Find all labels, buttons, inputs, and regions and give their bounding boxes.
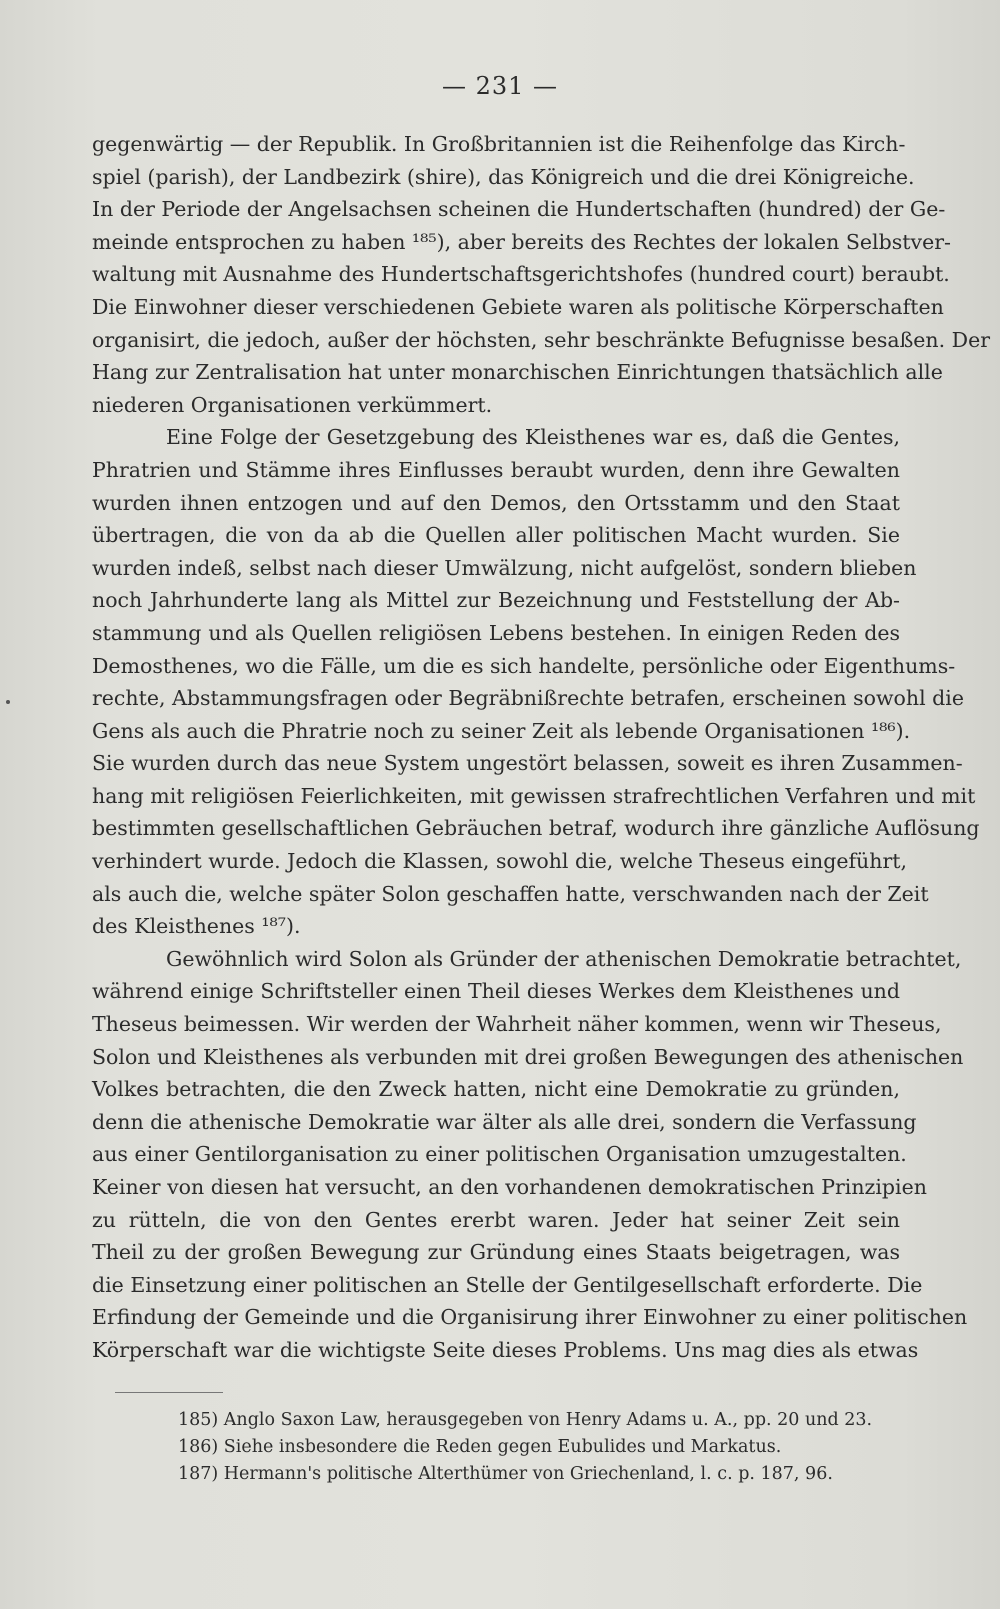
text-line: noch Jahrhunderte lang als Mittel zur Bezeichnung und Feststellung der Ab- bbox=[92, 588, 900, 613]
text-line: wurden ihnen entzogen und auf den Demos, den Ortsstamm und den Staat bbox=[92, 490, 900, 515]
text-line: zu rütteln, die von den Gentes ererbt waren. Jeder hat seiner Zeit sein bbox=[92, 1207, 900, 1232]
text-line: während einige Schriftsteller einen Theil dieses Werkes dem Kleisthenes und bbox=[92, 979, 900, 1004]
text-line: Solon und Kleisthenes als verbunden mit drei großen Bewegungen des athenischen bbox=[92, 1044, 964, 1069]
paragraph-1 bbox=[92, 128, 991, 421]
text-line: wurden indeß, selbst nach dieser Umwälzung, nicht aufgelöst, sondern blieben bbox=[92, 555, 917, 580]
text-line: stammung und als Quellen religiösen Lebens bestehen. In einigen Reden des bbox=[92, 620, 900, 645]
text-line: des Kleisthenes ¹⁸⁷). bbox=[92, 914, 301, 939]
text-line: Theseus beimessen. Wir werden der Wahrheit näher kommen, wenn wir Theseus, bbox=[92, 1012, 942, 1037]
text-line: organisirt, die jedoch, außer der höchsten, sehr beschränkte Befugnisse besaßen. Der bbox=[92, 327, 991, 352]
text-line: meinde entsprochen zu haben ¹⁸⁵), aber bereits des Rechtes der lokalen Selbstver- bbox=[92, 229, 951, 254]
margin-speck bbox=[6, 700, 10, 704]
text-line: waltung mit Ausnahme des Hundertschaftsgerichtshofes (hundred court) beraubt. bbox=[92, 262, 950, 287]
text-line: In der Periode der Angelsachsen scheinen die Hundertschaften (hundred) der Ge- bbox=[92, 197, 946, 222]
text-line: Volkes betrachten, die den Zweck hatten, nicht eine Demokratie zu gründen, bbox=[92, 1077, 900, 1102]
text-line: Demosthenes, wo die Fälle, um die es sich handelte, persönliche oder Eigenthums- bbox=[92, 653, 956, 678]
text-line: spiel (parish), der Landbezirk (shire), das Königreich und die drei Königreiche. bbox=[92, 164, 915, 189]
text-line: Sie wurden durch das neue System ungestört belassen, soweit es ihren Zusammen- bbox=[92, 751, 963, 776]
text-line: Keiner von diesen hat versucht, an den vorhandenen demokratischen Prinzipien bbox=[92, 1175, 927, 1199]
text-line: Gens als auch die Phratrie noch zu seiner Zeit als lebende Organisationen ¹⁸⁶). bbox=[92, 718, 911, 743]
text-line: denn die athenische Demokratie war älter als alle drei, sondern die Verfassung bbox=[92, 1109, 917, 1134]
text-line: die Einsetzung einer politischen an Stelle der Gentilgesellschaft erforderte. Die bbox=[92, 1272, 923, 1297]
text-line: gegenwärtig — der Republik. In Großbritannien ist die Reihenfolge das Kirch- bbox=[92, 132, 906, 156]
text-line: Hang zur Zentralisation hat unter monarchischen Einrichtungen thatsächlich alle bbox=[92, 360, 943, 385]
text-line: Theil zu der großen Bewegung zur Gründung eines Staats beigetragen, was bbox=[92, 1240, 900, 1265]
footnotes bbox=[178, 1407, 898, 1488]
text-line: Körperschaft war die wichtigste Seite dieses Problems. Uns mag dies als etwas bbox=[92, 1337, 919, 1362]
text-line: Die Einwohner dieser verschiedenen Gebiete waren als politische Körperschaften bbox=[92, 294, 944, 319]
text-line: aus einer Gentilorganisation zu einer politischen Organisation umzugestalten. bbox=[92, 1142, 907, 1167]
text-line: übertragen, die von da ab die Quellen aller politischen Macht wurden. Sie bbox=[92, 523, 900, 548]
text-line: Erfindung der Gemeinde und die Organisirung ihrer Einwohner zu einer politischen bbox=[92, 1305, 968, 1330]
text-line: Gewöhnlich wird Solon als Gründer der athenischen Demokratie betrachtet, bbox=[166, 946, 962, 971]
text-line: rechte, Abstammungsfragen oder Begräbnißrechte betrafen, erscheinen sowohl die bbox=[92, 686, 964, 711]
text-line: als auch die, welche später Solon geschaffen hatte, verschwanden nach der Zeit bbox=[92, 881, 929, 906]
paragraph-3 bbox=[92, 943, 968, 1367]
text-line: verhindert wurde. Jedoch die Klassen, sowohl die, welche Theseus eingeführt, bbox=[92, 849, 907, 874]
text-line: niederen Organisationen verkümmert. bbox=[92, 392, 493, 417]
footnote-186: 186) Siehe insbesondere die Reden gegen Eubulides und Markatus. bbox=[178, 1437, 782, 1457]
body-text bbox=[92, 128, 991, 1367]
footnote-divider bbox=[115, 1392, 223, 1393]
footnote-185: 185) Anglo Saxon Law, herausgegeben von Henry Adams u. A., pp. 20 und 23. bbox=[178, 1410, 873, 1430]
text-line: hang mit religiösen Feierlichkeiten, mit gewissen strafrechtlichen Verfahren und mit bbox=[92, 783, 976, 808]
text-line: bestimmten gesellschaftlichen Gebräuchen betraf, wodurch ihre gänzliche Auflösung bbox=[92, 816, 980, 841]
page-number: — 231 — bbox=[441, 72, 559, 100]
paragraph-2 bbox=[92, 421, 980, 943]
footnote-187: 187) Hermann's politische Alterthümer von Griechenland, l. c. p. 187, 96. bbox=[178, 1464, 833, 1484]
text-line: Phratrien und Stämme ihres Einflusses beraubt wurden, denn ihre Gewalten bbox=[92, 457, 900, 482]
text-line: Eine Folge der Gesetzgebung des Kleisthenes war es, daß die Gentes, bbox=[166, 425, 900, 450]
